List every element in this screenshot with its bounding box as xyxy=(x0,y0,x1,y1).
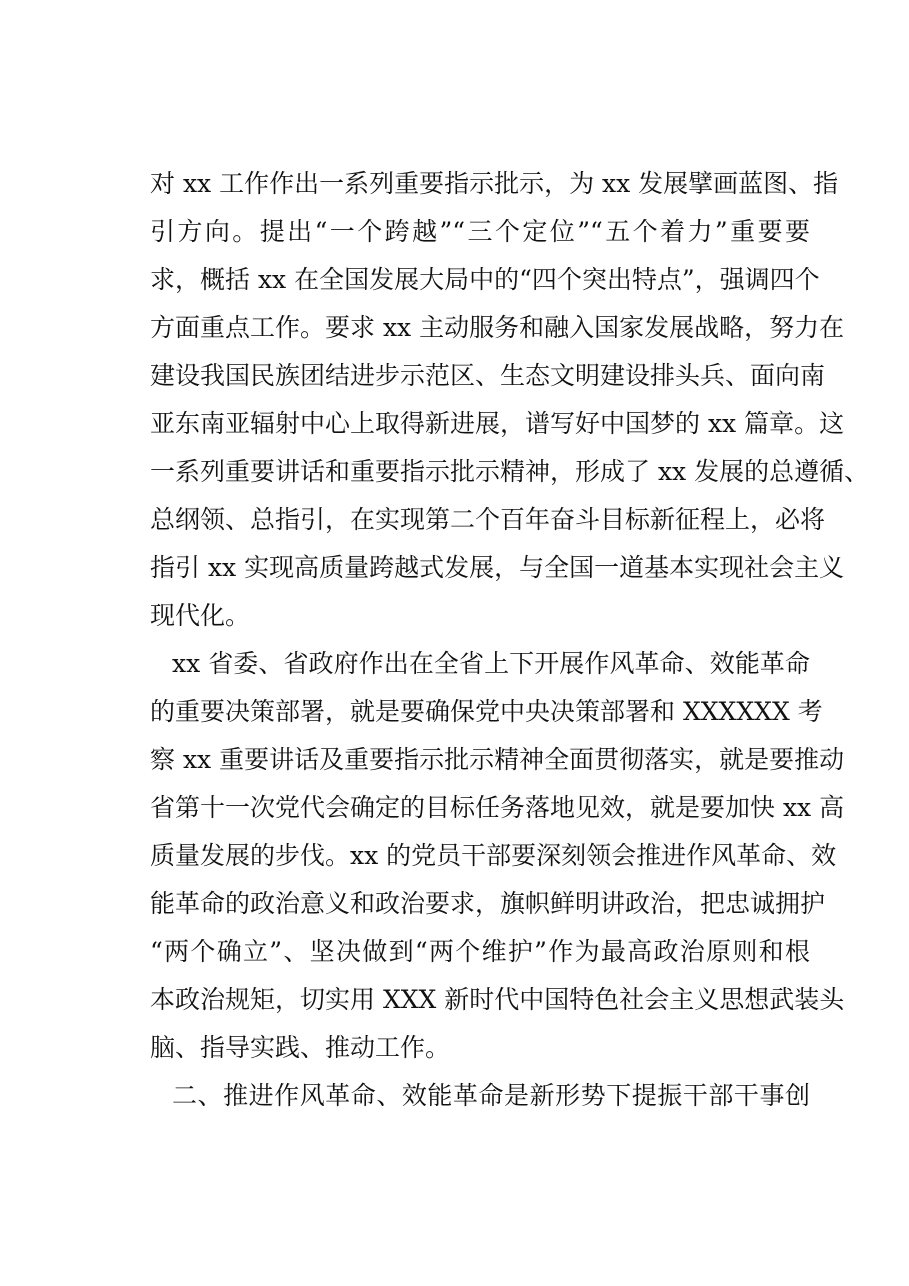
text-line: 一系列重要讲话和重要指示批示精神，形成了 xx 发展的总遵循、 xyxy=(150,457,870,486)
text-line: 现代化。 xyxy=(150,601,251,630)
text-line: 引方向。提出“一个跨越”“三个定位”“五个着力”重要要 xyxy=(150,217,810,246)
heading-line: 二、推进作风革命、效能革命是新形势下提振干部干事创 xyxy=(172,1081,810,1110)
text-line: 建设我国民族团结进步示范区、生态文明建设排头兵、面向南 xyxy=(150,361,826,390)
text-line: 总纲领、总指引，在实现第二个百年奋斗目标新征程上，必将 xyxy=(150,505,826,534)
text-line: 脑、指导实践、推动工作。 xyxy=(150,1033,451,1062)
text-line: xx 省委、省政府作出在全省上下开展作风革命、效能革命 xyxy=(172,649,810,678)
text-line: “两个确立”、坚决做到“两个维护”作为最高政治原则和根 xyxy=(150,937,810,966)
text-line: 指引 xx 实现高质量跨越式发展，与全国一道基本实现社会主义 xyxy=(150,553,845,582)
text-line: 的重要决策部署，就是要确保党中央决策部署和 XXXXXX 考 xyxy=(150,697,823,726)
text-line: 能革命的政治意义和政治要求，旗帜鲜明讲政治，把忠诚拥护 xyxy=(150,889,826,918)
text-line: 本政治规矩，切实用 XXX 新时代中国特色社会主义思想武装头 xyxy=(150,985,845,1014)
text-line: 省第十一次党代会确定的目标任务落地见效，就是要加快 xx 高 xyxy=(150,793,845,822)
text-line: 求，概括 xx 在全国发展大局中的“四个突出特点”，强调四个 xyxy=(150,265,820,294)
text-line: 察 xx 重要讲话及重要指示批示精神全面贯彻落实，就是要推动 xyxy=(150,745,845,774)
text-line: 对 xx 工作作出一系列重要指示批示，为 xx 发展擘画蓝图、指 xyxy=(150,169,839,198)
text-line: 亚东南亚辐射中心上取得新进展，谱写好中国梦的 xx 篇章。这 xyxy=(150,409,845,438)
text-line: 质量发展的步伐。xx 的党员干部要深刻领会推进作风革命、效 xyxy=(150,841,837,870)
text-line: 方面重点工作。要求 xx 主动服务和融入国家发展战略，努力在 xyxy=(150,313,845,342)
